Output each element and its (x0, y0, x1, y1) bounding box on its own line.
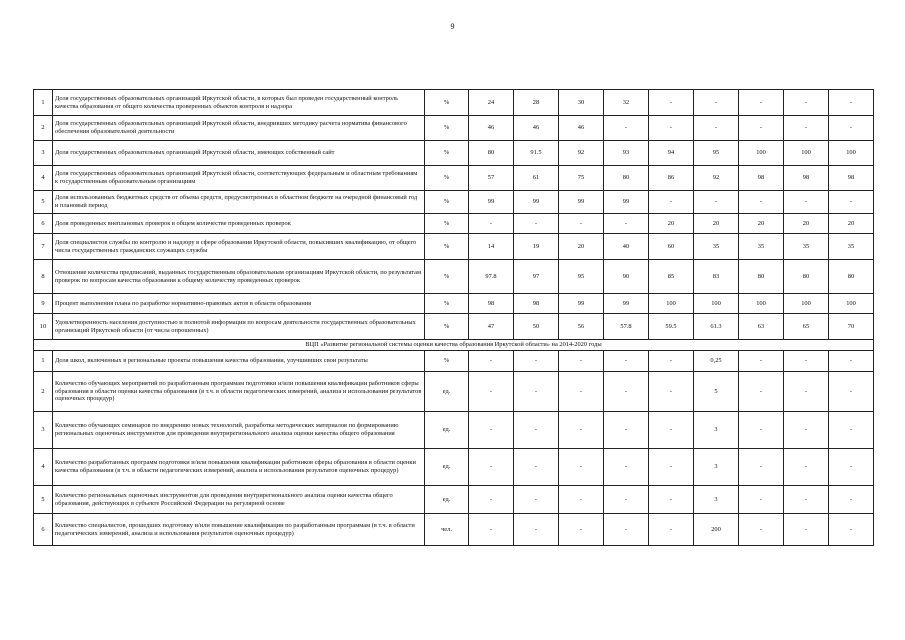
indicators-part1 (34, 90, 874, 340)
value-cell: - (559, 214, 604, 234)
value-cell: - (469, 449, 514, 486)
value-cell: - (829, 412, 874, 449)
unit-cell: ед. (425, 372, 469, 412)
table-row (34, 372, 874, 412)
value-cell: 80 (739, 260, 784, 294)
value-cell: - (604, 116, 649, 141)
row-number: 6 (34, 514, 53, 546)
value-cell: - (604, 486, 649, 514)
value-cell: - (469, 412, 514, 449)
table-row (34, 234, 874, 260)
value-cell: - (604, 214, 649, 234)
unit-cell: % (425, 166, 469, 191)
value-cell: 3 (694, 449, 739, 486)
value-cell: 40 (604, 234, 649, 260)
value-cell: 80 (829, 260, 874, 294)
value-cell: - (649, 412, 694, 449)
value-cell: - (739, 116, 784, 141)
value-cell: 93 (604, 141, 649, 166)
table-row (34, 486, 874, 514)
row-number: 1 (34, 90, 53, 116)
value-cell: 28 (514, 90, 559, 116)
table-row (34, 191, 874, 214)
value-cell: - (829, 372, 874, 412)
value-cell: - (649, 116, 694, 141)
value-cell: - (514, 372, 559, 412)
indicator-description: Отношение количества предписаний, выданных государственным образовательным организациям Иркутской области, по результатам проверок по вопросам качества образования к общему количеству проведенных проверок (53, 260, 425, 294)
indicator-description: Доля специалистов службы по контролю и надзору в сфере образования Иркутской области, повысивших квалификацию, от общего числа государственных гражданских служащих службы (53, 234, 425, 260)
value-cell: - (739, 351, 784, 372)
value-cell: 35 (784, 234, 829, 260)
value-cell: 100 (829, 294, 874, 314)
unit-cell: % (425, 214, 469, 234)
value-cell: - (784, 372, 829, 412)
table-row (34, 116, 874, 141)
value-cell: 57.8 (604, 314, 649, 340)
value-cell: 46 (514, 116, 559, 141)
row-number: 1 (34, 351, 53, 372)
value-cell: 60 (649, 234, 694, 260)
value-cell: 98 (784, 166, 829, 191)
value-cell: 100 (694, 294, 739, 314)
row-number: 9 (34, 294, 53, 314)
value-cell: 98 (739, 166, 784, 191)
value-cell: 35 (739, 234, 784, 260)
indicator-description: Доля школ, включенных в региональные проекты повышения качества образования, улучшивших свои результаты (53, 351, 425, 372)
value-cell: 80 (784, 260, 829, 294)
value-cell: - (784, 90, 829, 116)
value-cell: - (514, 514, 559, 546)
value-cell: - (694, 191, 739, 214)
indicator-description: Количество региональных оценочных инструментов для проведения внутрирегионального анализа оценки качества общего образования, действующих в субъекте Российской Федерации на регулярной основе (53, 486, 425, 514)
value-cell: - (514, 214, 559, 234)
unit-cell: % (425, 351, 469, 372)
table-row (34, 294, 874, 314)
value-cell: 24 (469, 90, 514, 116)
indicator-description: Количество обучающих мероприятий по разработанным программам подготовки и/или повышения квалификации работников сферы образования в области оценки качества образования (в т.ч. в области педагогических измерений, анализа и использования результатов оценочных процедур) (53, 372, 425, 412)
unit-cell: чел. (425, 514, 469, 546)
value-cell: - (649, 514, 694, 546)
unit-cell: % (425, 90, 469, 116)
value-cell: - (649, 351, 694, 372)
value-cell: 20 (694, 214, 739, 234)
value-cell: - (694, 90, 739, 116)
row-number: 3 (34, 412, 53, 449)
value-cell: 99 (559, 294, 604, 314)
value-cell: - (829, 486, 874, 514)
value-cell: 35 (829, 234, 874, 260)
value-cell: - (649, 372, 694, 412)
value-cell: 32 (604, 90, 649, 116)
value-cell: - (469, 514, 514, 546)
value-cell: 100 (739, 141, 784, 166)
value-cell: - (469, 214, 514, 234)
indicator-description: Процент выполнения плана по разработке нормативно-правовых актов в области образования (53, 294, 425, 314)
value-cell: 35 (694, 234, 739, 260)
row-number: 8 (34, 260, 53, 294)
value-cell: 20 (784, 214, 829, 234)
value-cell: - (649, 90, 694, 116)
value-cell: 3 (694, 486, 739, 514)
table-row (34, 214, 874, 234)
value-cell: - (829, 116, 874, 141)
value-cell: - (829, 514, 874, 546)
row-number: 2 (34, 372, 53, 412)
table-row (34, 90, 874, 116)
value-cell: 100 (829, 141, 874, 166)
unit-cell: % (425, 191, 469, 214)
table-row (34, 314, 874, 340)
value-cell: - (604, 514, 649, 546)
value-cell: 70 (829, 314, 874, 340)
value-cell: - (649, 449, 694, 486)
unit-cell: % (425, 314, 469, 340)
value-cell: - (559, 372, 604, 412)
value-cell: 20 (649, 214, 694, 234)
value-cell: - (829, 191, 874, 214)
value-cell: 46 (559, 116, 604, 141)
value-cell: 75 (559, 166, 604, 191)
value-cell: 19 (514, 234, 559, 260)
value-cell: 99 (604, 294, 649, 314)
value-cell: 97 (514, 260, 559, 294)
value-cell: 200 (694, 514, 739, 546)
value-cell: 92 (559, 141, 604, 166)
value-cell: 100 (739, 294, 784, 314)
value-cell: - (829, 90, 874, 116)
value-cell: 91.5 (514, 141, 559, 166)
value-cell: - (604, 412, 649, 449)
indicator-description: Доля проведенных внеплановых проверок в общем количестве проведенных проверок (53, 214, 425, 234)
value-cell: 20 (559, 234, 604, 260)
value-cell: - (739, 372, 784, 412)
row-number: 3 (34, 141, 53, 166)
table-row (34, 260, 874, 294)
value-cell: 90 (604, 260, 649, 294)
value-cell: 59.5 (649, 314, 694, 340)
unit-cell: ед. (425, 486, 469, 514)
value-cell: - (604, 351, 649, 372)
value-cell: - (784, 116, 829, 141)
table-row (34, 351, 874, 372)
value-cell: - (784, 191, 829, 214)
value-cell: 83 (694, 260, 739, 294)
unit-cell: ед. (425, 449, 469, 486)
value-cell: - (514, 351, 559, 372)
value-cell: 99 (469, 191, 514, 214)
indicator-description: Доля государственных образовательных организаций Иркутской области, соответствующих федеральным и областным требованиям к государственным образовательным организациям (53, 166, 425, 191)
value-cell: 30 (559, 90, 604, 116)
table-row (34, 412, 874, 449)
value-cell: - (739, 412, 784, 449)
indicator-description: Доля государственных образовательных организаций Иркутской области, имеющих собственный сайт (53, 141, 425, 166)
row-number: 10 (34, 314, 53, 340)
value-cell: 80 (604, 166, 649, 191)
value-cell: 99 (514, 191, 559, 214)
section-title: ВЦП «Развитие региональной системы оценки качества образования Иркутской области» на 2014-2020 годы (34, 340, 874, 351)
unit-cell: % (425, 260, 469, 294)
value-cell: 95 (694, 141, 739, 166)
value-cell: - (784, 514, 829, 546)
value-cell: 85 (649, 260, 694, 294)
unit-cell: % (425, 234, 469, 260)
row-number: 2 (34, 116, 53, 141)
row-number: 4 (34, 166, 53, 191)
value-cell: - (559, 412, 604, 449)
row-number: 5 (34, 486, 53, 514)
unit-cell: ед. (425, 412, 469, 449)
value-cell: - (559, 449, 604, 486)
indicator-description: Количество специалистов, прошедших подготовку и/или повышение квалификации по разработанным программам (в т.ч. в области педагогических измерений, анализа и использования результатов оценочных процедур) (53, 514, 425, 546)
value-cell: 97.8 (469, 260, 514, 294)
value-cell: - (604, 372, 649, 412)
value-cell: - (514, 486, 559, 514)
value-cell: - (829, 449, 874, 486)
value-cell: 98 (514, 294, 559, 314)
value-cell: - (739, 191, 784, 214)
value-cell: 100 (784, 141, 829, 166)
value-cell: 20 (829, 214, 874, 234)
value-cell: 92 (694, 166, 739, 191)
unit-cell: % (425, 116, 469, 141)
value-cell: 100 (784, 294, 829, 314)
value-cell: 99 (559, 191, 604, 214)
value-cell: 86 (649, 166, 694, 191)
indicators-part2 (34, 351, 874, 546)
value-cell: 63 (739, 314, 784, 340)
value-cell: 95 (559, 260, 604, 294)
value-cell: 50 (514, 314, 559, 340)
unit-cell: % (425, 294, 469, 314)
value-cell: - (514, 449, 559, 486)
value-cell: 14 (469, 234, 514, 260)
table-row (34, 166, 874, 191)
value-cell: - (784, 486, 829, 514)
value-cell: 65 (784, 314, 829, 340)
value-cell: - (739, 486, 784, 514)
value-cell: 98 (469, 294, 514, 314)
value-cell: 56 (559, 314, 604, 340)
value-cell: - (694, 116, 739, 141)
value-cell: - (469, 351, 514, 372)
value-cell: - (559, 351, 604, 372)
table-row (34, 449, 874, 486)
row-number: 7 (34, 234, 53, 260)
value-cell: 80 (469, 141, 514, 166)
indicator-description: Удовлетворенность населения доступностью и полнотой информации по вопросам деятельности государственных образовательных организаций Иркутской области (от числа опрошенных) (53, 314, 425, 340)
unit-cell: % (425, 141, 469, 166)
value-cell: - (514, 412, 559, 449)
indicator-description: Количество обучающих семинаров по внедрению новых технологий, разработка методических материалов по формированию региональных оценочных инструментов для проведения внутрирегионального анализа оценки качества общего образования (53, 412, 425, 449)
page-number: 9 (450, 22, 455, 31)
section-header (34, 340, 874, 351)
value-cell: - (604, 449, 649, 486)
value-cell: 100 (649, 294, 694, 314)
value-cell: - (649, 191, 694, 214)
value-cell: - (559, 486, 604, 514)
value-cell: 57 (469, 166, 514, 191)
indicator-description: Доля государственных образовательных организаций Иркутской области, внедривших методику расчета норматива финансового обеспечения образовательной деятельности (53, 116, 425, 141)
value-cell: - (784, 351, 829, 372)
value-cell: - (739, 514, 784, 546)
value-cell: 99 (604, 191, 649, 214)
value-cell: 94 (649, 141, 694, 166)
value-cell: - (649, 486, 694, 514)
value-cell: - (739, 90, 784, 116)
value-cell: 5 (694, 372, 739, 412)
indicators-table (33, 89, 874, 546)
value-cell: 0,25 (694, 351, 739, 372)
value-cell: - (469, 486, 514, 514)
table-row (34, 141, 874, 166)
indicator-description: Количество разработанных программ подготовки и/или повышения квалификации работников сферы образования в области оценки качества образования (в т.ч. в области педагогических измерений, анализа и использования результатов оценочных процедур) (53, 449, 425, 486)
section-row (34, 340, 874, 351)
value-cell: 61 (514, 166, 559, 191)
row-number: 5 (34, 191, 53, 214)
row-number: 6 (34, 214, 53, 234)
indicator-description: Доля использованных бюджетных средств от объема средств, предусмотренных в областном бюджете на очередной финансовый год и плановый период (53, 191, 425, 214)
value-cell: - (784, 412, 829, 449)
value-cell: 47 (469, 314, 514, 340)
row-number: 4 (34, 449, 53, 486)
value-cell: - (739, 449, 784, 486)
value-cell: 3 (694, 412, 739, 449)
value-cell: 98 (829, 166, 874, 191)
value-cell: - (469, 372, 514, 412)
indicator-description: Доля государственных образовательных организаций Иркутской области, в которых был проведен государственный контроль качества образования от общего количества проверенных объектов контроля и надзора (53, 90, 425, 116)
value-cell: - (829, 351, 874, 372)
value-cell: 20 (739, 214, 784, 234)
value-cell: - (784, 449, 829, 486)
table-row (34, 514, 874, 546)
value-cell: 46 (469, 116, 514, 141)
value-cell: - (559, 514, 604, 546)
value-cell: 61.3 (694, 314, 739, 340)
